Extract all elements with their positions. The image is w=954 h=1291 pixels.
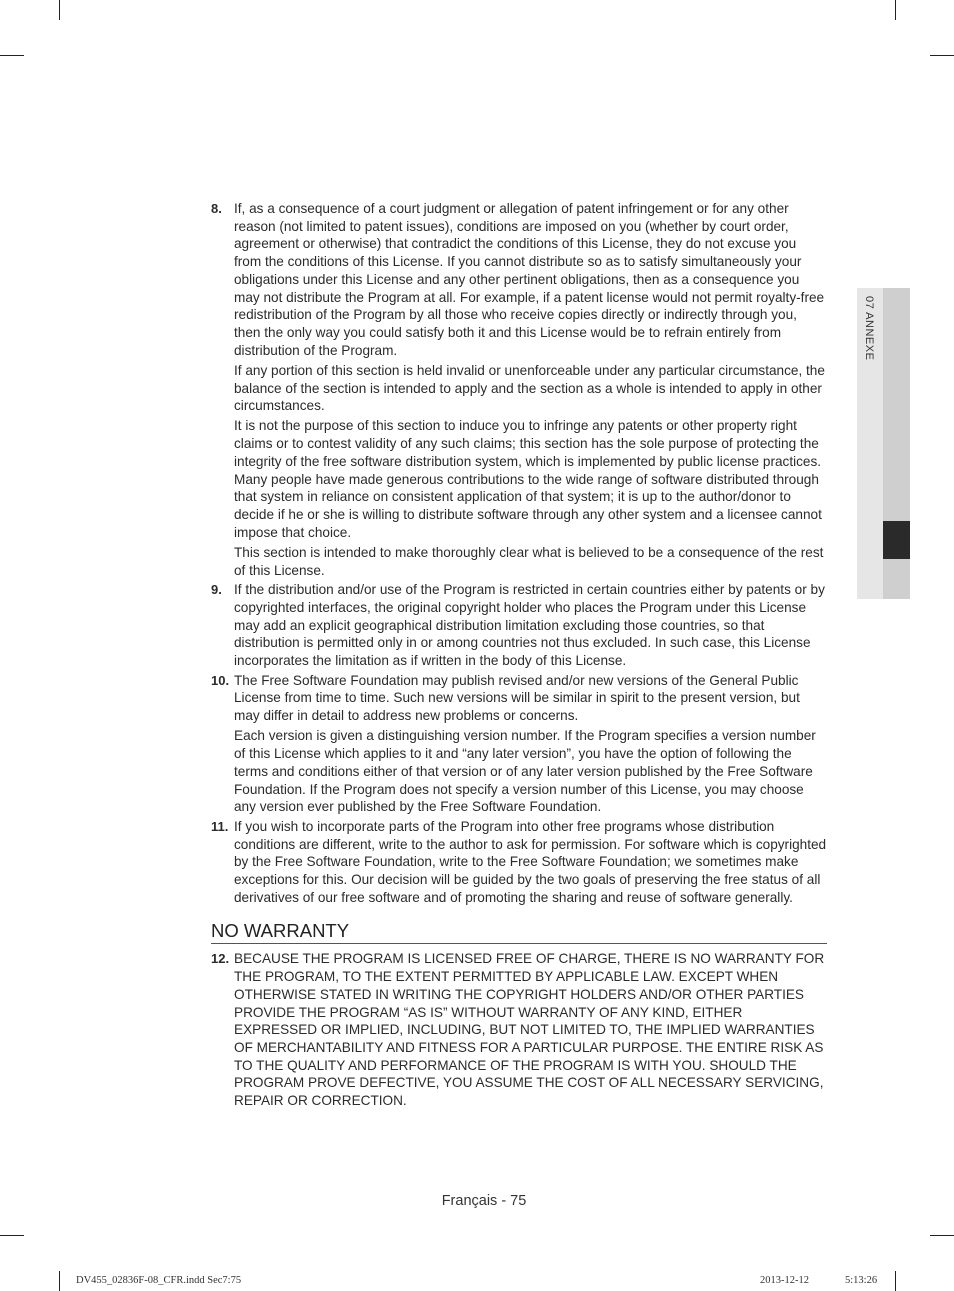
page-number: Français - 75: [441, 1193, 527, 1209]
crop-mark: [930, 1235, 954, 1236]
crop-mark: [0, 55, 24, 56]
print-time: 5:13:26: [845, 1275, 878, 1286]
clause-paragraph: If you wish to incorporate parts of the Program into other free programs whose distribution conditions are different, write to the author to ask for permission. For software which is copyrighted by the Free Software Foundation, write to the Free Software Foundation; we sometimes make exceptions for this. Our decision will be guided by the two goals of preserving the free status of all derivatives of our free software and of promoting the sharing and reuse of software generally.: [234, 818, 827, 905]
clause-number: 9.: [211, 582, 222, 598]
crop-mark: [59, 0, 60, 20]
clause-paragraph: If the distribution and/or use of the Program is restricted in certain countries either by patents or by copyrighted interfaces, the original copyright holder who places the Program under this License may add an explicit geographical distribution limitation excluding those countries, so that distribution is permitted only in or among countries not thus excluded. In such case, this License incorporates the limitation as if written in the body of this License.: [234, 582, 825, 669]
print-date: 2013-12-12: [760, 1275, 809, 1286]
crop-mark: [895, 1271, 896, 1291]
clause-9: [211, 581, 827, 670]
chapter-side-tab: [857, 288, 910, 599]
clause-paragraph: If any portion of this section is held invalid or unenforceable under any particular circumstance, the balance of the section is intended to apply and the section as a whole is intended to apply in other circumstances.: [234, 362, 825, 414]
clause-8: [211, 200, 827, 579]
section-heading: NO WARRANTY: [211, 920, 827, 944]
chapter-label: 07 ANNEXE: [863, 296, 875, 361]
file-slug: DV455_02836F-08_CFR.indd Sec7:75: [76, 1275, 242, 1286]
clause-paragraph: The Free Software Foundation may publish revised and/or new versions of the General Public License from time to time. Such new versions will be similar in spirit to the present version, but may differ in detail to address new problems or concerns.: [234, 672, 800, 724]
clause-12: [211, 950, 827, 1109]
clause-11: [211, 818, 827, 907]
crop-mark: [0, 1235, 24, 1236]
clause-paragraph: This section is intended to make thoroughly clear what is believed to be a consequence of the rest of this License.: [234, 544, 824, 578]
crop-mark: [59, 1271, 60, 1291]
crop-mark: [930, 55, 954, 56]
clause-paragraph: If, as a consequence of a court judgment or allegation of patent infringement or for any other reason (not limited to patent issues), conditions are imposed on you (whether by court order, agreement or otherwise) that contradict the conditions of this License, they do not excuse you from the conditions of this License. If you cannot distribute so as to satisfy simultaneously your obligations under this License and any other pertinent obligations, then as a consequence you may not distribute the Program at all. For example, if a patent license would not permit royalty-free redistribution of the Program by all those who receive copies directly or indirectly through you, then the only way you could satisfy both it and this License would be to refrain entirely from distribution of the Program.: [234, 201, 825, 358]
clause-10: [211, 672, 827, 816]
clause-number: 11.: [211, 818, 229, 834]
clause-number: 10.: [211, 672, 230, 688]
chapter-marker: [883, 521, 910, 559]
clause-paragraph: It is not the purpose of this section to induce you to infringe any patents or other property right claims or to contest validity of any such claims; this section has the sole purpose of protecting the integrity of the free software distribution system, which is implemented by public license practices. Many people have made generous contributions to the wide range of software distributed through that system in reliance on consistent application of that system; it is up to the author/donor to decide if he or she is willing to distribute software through any other system and a licensee cannot impose that choice.: [234, 418, 822, 540]
clause-paragraph: BECAUSE THE PROGRAM IS LICENSED FREE OF CHARGE, THERE IS NO WARRANTY FOR THE PROGRAM, TO THE EXTENT PERMITTED BY APPLICABLE LAW. EXCEPT WHEN OTHERWISE STATED IN WRITING THE COPYRIGHT HOLDERS AND/OR OTHER PARTIES PROVIDE THE PROGRAM “AS IS” WITHOUT WARRANTY OF ANY KIND, EITHER EXPRESSED OR IMPLIED, INCLUDING, BUT NOT LIMITED TO, THE IMPLIED WARRANTIES OF MERCHANTABILITY AND FITNESS FOR A PARTICULAR PURPOSE. THE ENTIRE RISK AS TO THE QUALITY AND PERFORMANCE OF THE PROGRAM IS WITH YOU. SHOULD THE PROGRAM PROVE DEFECTIVE, YOU ASSUME THE COST OF ALL NECESSARY SERVICING, REPAIR OR CORRECTION.: [234, 951, 825, 1109]
clause-number: 12.: [211, 951, 230, 967]
clause-paragraph: Each version is given a distinguishing version number. If the Program specifies a version number of this License which applies to it and “any later version”, you have the option of following the terms and conditions either of that version or of any later version published by the Free Software Foundation. If the Program does not specify a version number of this License, you may choose any version ever published by the Free Software Foundation.: [234, 728, 816, 815]
crop-mark: [895, 0, 896, 20]
license-body: [211, 200, 827, 1112]
clause-number: 8.: [211, 201, 222, 216]
